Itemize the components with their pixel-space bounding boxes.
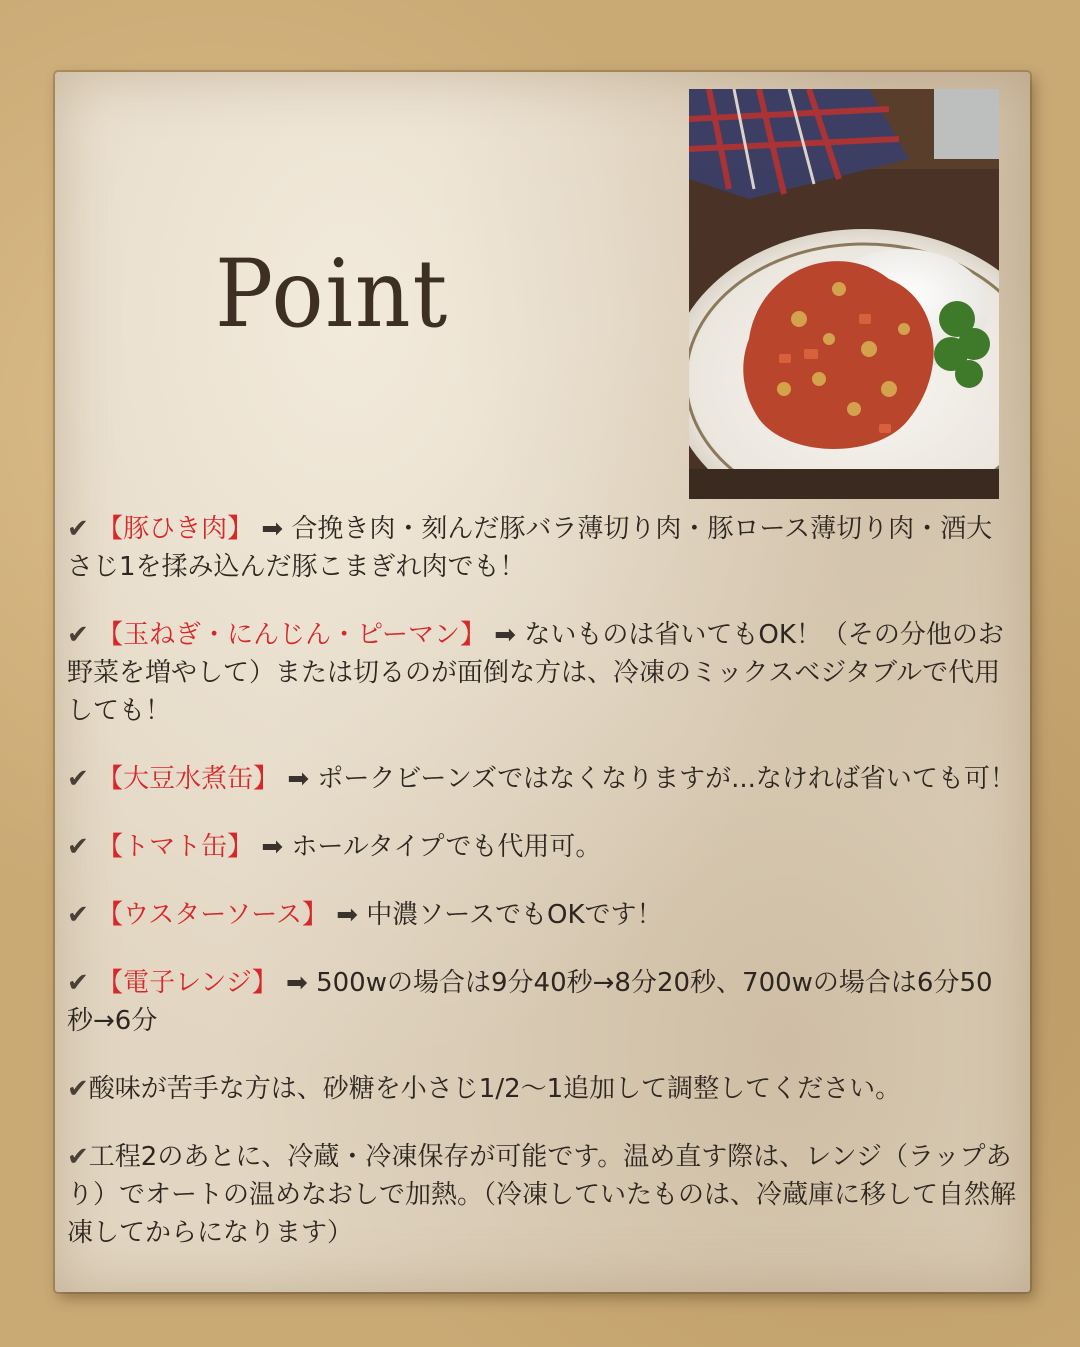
item-highlight: 【ウスターソース】 — [97, 900, 328, 930]
arrow-icon: ➡ — [261, 832, 284, 862]
point-item-vegetables — [67, 616, 1017, 730]
arrow-icon: ➡ — [494, 620, 517, 650]
item-highlight: 【電子レンジ】 — [97, 968, 278, 998]
point-item-sauce — [67, 896, 1017, 934]
dish-photo — [689, 89, 999, 499]
item-text: 合挽き肉・刻んだ豚バラ薄切り肉・豚ロース薄切り肉・酒大さじ1を揉み込んだ豚こまぎれ肉でも！ — [67, 514, 993, 582]
point-item-acidity — [67, 1070, 1017, 1108]
check-icon: ✔ — [67, 968, 89, 998]
item-highlight: 【玉ねぎ・にんじん・ピーマン】 — [97, 620, 487, 650]
point-item-soybeans — [67, 760, 1017, 798]
check-icon: ✔ — [67, 832, 89, 862]
check-icon: ✔ — [67, 1074, 89, 1104]
item-highlight: 【豚ひき肉】 — [97, 514, 254, 544]
point-item-pork — [67, 510, 1017, 586]
arrow-icon: ➡ — [336, 900, 359, 930]
point-item-storage — [67, 1138, 1017, 1252]
point-item-microwave — [67, 964, 1017, 1040]
check-icon: ✔ — [67, 514, 89, 544]
check-icon: ✔ — [67, 620, 89, 650]
arrow-icon: ➡ — [287, 764, 310, 794]
arrow-icon: ➡ — [261, 514, 284, 544]
item-text: ホールタイプでも代用可。 — [291, 832, 602, 862]
arrow-icon: ➡ — [286, 968, 308, 998]
item-text: 500wの場合は9分40秒→8分20秒、700wの場合は6分50秒→6分 — [67, 968, 993, 1036]
check-icon: ✔ — [67, 764, 89, 794]
item-highlight: 【トマト缶】 — [97, 832, 254, 862]
item-highlight: 【大豆水煮缶】 — [97, 764, 280, 794]
points-list — [67, 510, 1017, 1282]
point-item-tomato — [67, 828, 1017, 866]
page-title: Point — [215, 240, 450, 349]
item-text: 酸味が苦手な方は、砂糖を小さじ1/2〜1追加して調整してください。 — [88, 1074, 902, 1104]
item-text: ポークビーンズではなくなりますが...なければ省いても可！ — [317, 764, 1016, 794]
check-icon: ✔ — [67, 900, 89, 930]
item-text: 中濃ソースでもOKです！ — [366, 900, 663, 930]
item-text: ないものは省いてもOK！（その分他のお野菜を増やして）または切るのが面倒な方は、冷凍のミックスベジタブルで代用しても！ — [67, 620, 1004, 726]
item-text: 工程2のあとに、冷蔵・冷凍保存が可能です。温め直す際は、レンジ（ラップあり）でオートの温めなおしで加熱。（冷凍していたものは、冷蔵庫に移して自然解凍してからになります） — [67, 1142, 1017, 1248]
check-icon: ✔ — [67, 1142, 89, 1172]
